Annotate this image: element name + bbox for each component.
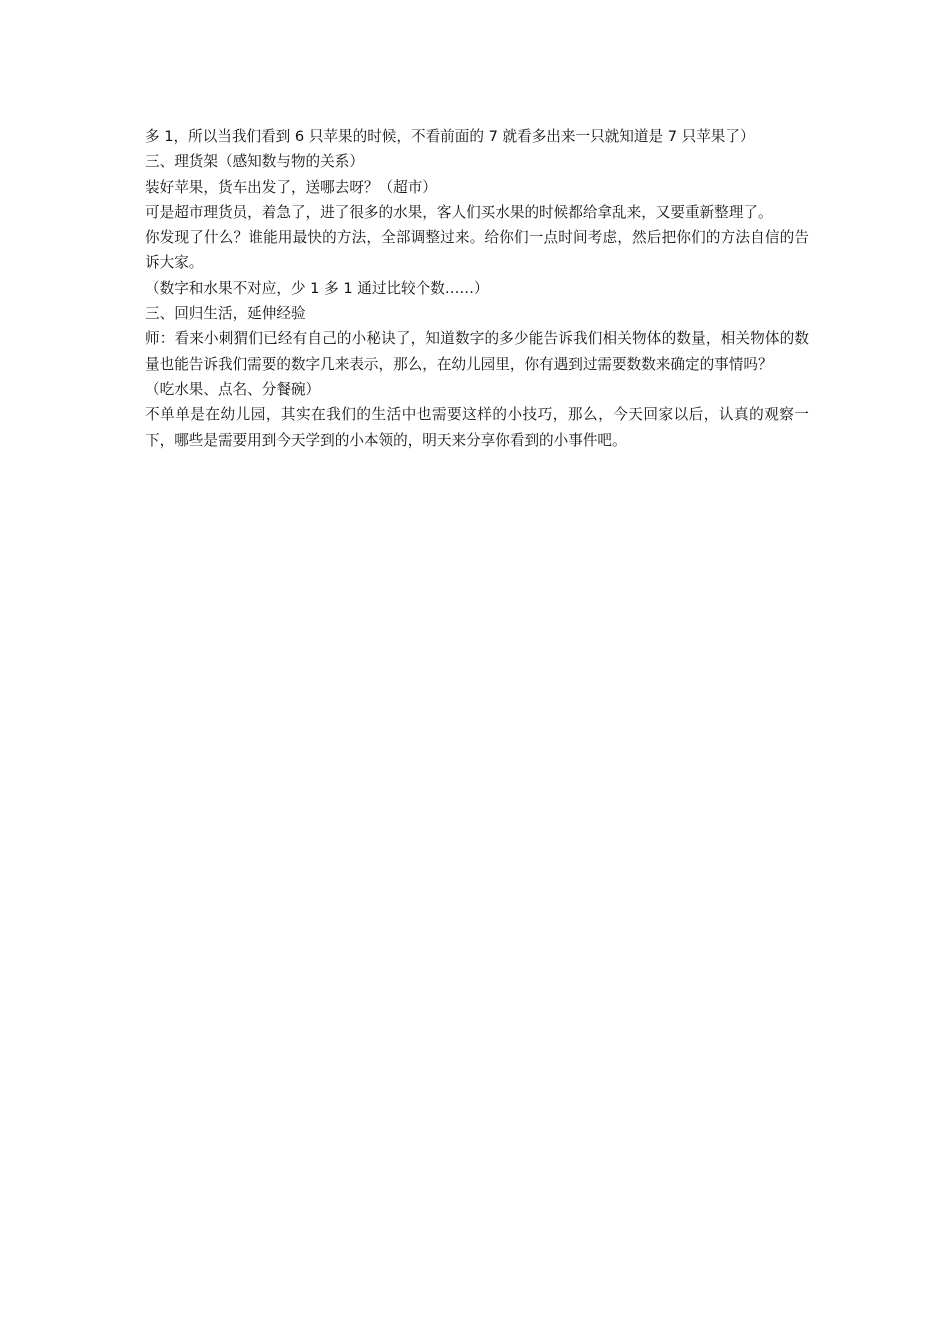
section-heading-life: 三、回归生活，延伸经验 <box>145 305 306 323</box>
paragraph: 你发现了什么？谁能用最快的方法，全部调整过来。给你们一点时间考虑，然后把你们的方法自信的告诉大家。 <box>145 229 809 272</box>
paragraph-teacher: 师：看来小刺猬们已经有自己的小秘诀了，知道数字的多少能告诉我们相关物体的数量，相关物体的数量也能告诉我们需要的数字几来表示，那么，在幼儿园里，你有遇到过需要数数来确定的事情吗？ <box>145 330 809 373</box>
section-heading-shelf: 三、理货架（感知数与物的关系） <box>145 153 364 171</box>
document-body <box>145 124 809 453</box>
paragraph: 装好苹果，货车出发了，送哪去呀？（超市） <box>145 178 437 196</box>
paragraph: 可是超市理货员，着急了，进了很多的水果，客人们买水果的时候都给拿乱来，又要重新整理了。 <box>145 203 773 221</box>
paragraph-note: （吃水果、点名、分餐碗） <box>145 380 321 398</box>
paragraph-note: （数字和水果不对应，少 1 多 1 通过比较个数……） <box>145 279 489 297</box>
paragraph-continuation: 多 1，所以当我们看到 6 只苹果的时候，不看前面的 7 就看多出来一只就知道是 7 只苹果了） <box>145 128 755 145</box>
paragraph: 不单单是在幼儿园，其实在我们的生活中也需要这样的小技巧，那么，今天回家以后，认真的观察一下，哪些是需要用到今天学到的小本领的，明天来分享你看到的小事件吧。 <box>145 406 809 449</box>
